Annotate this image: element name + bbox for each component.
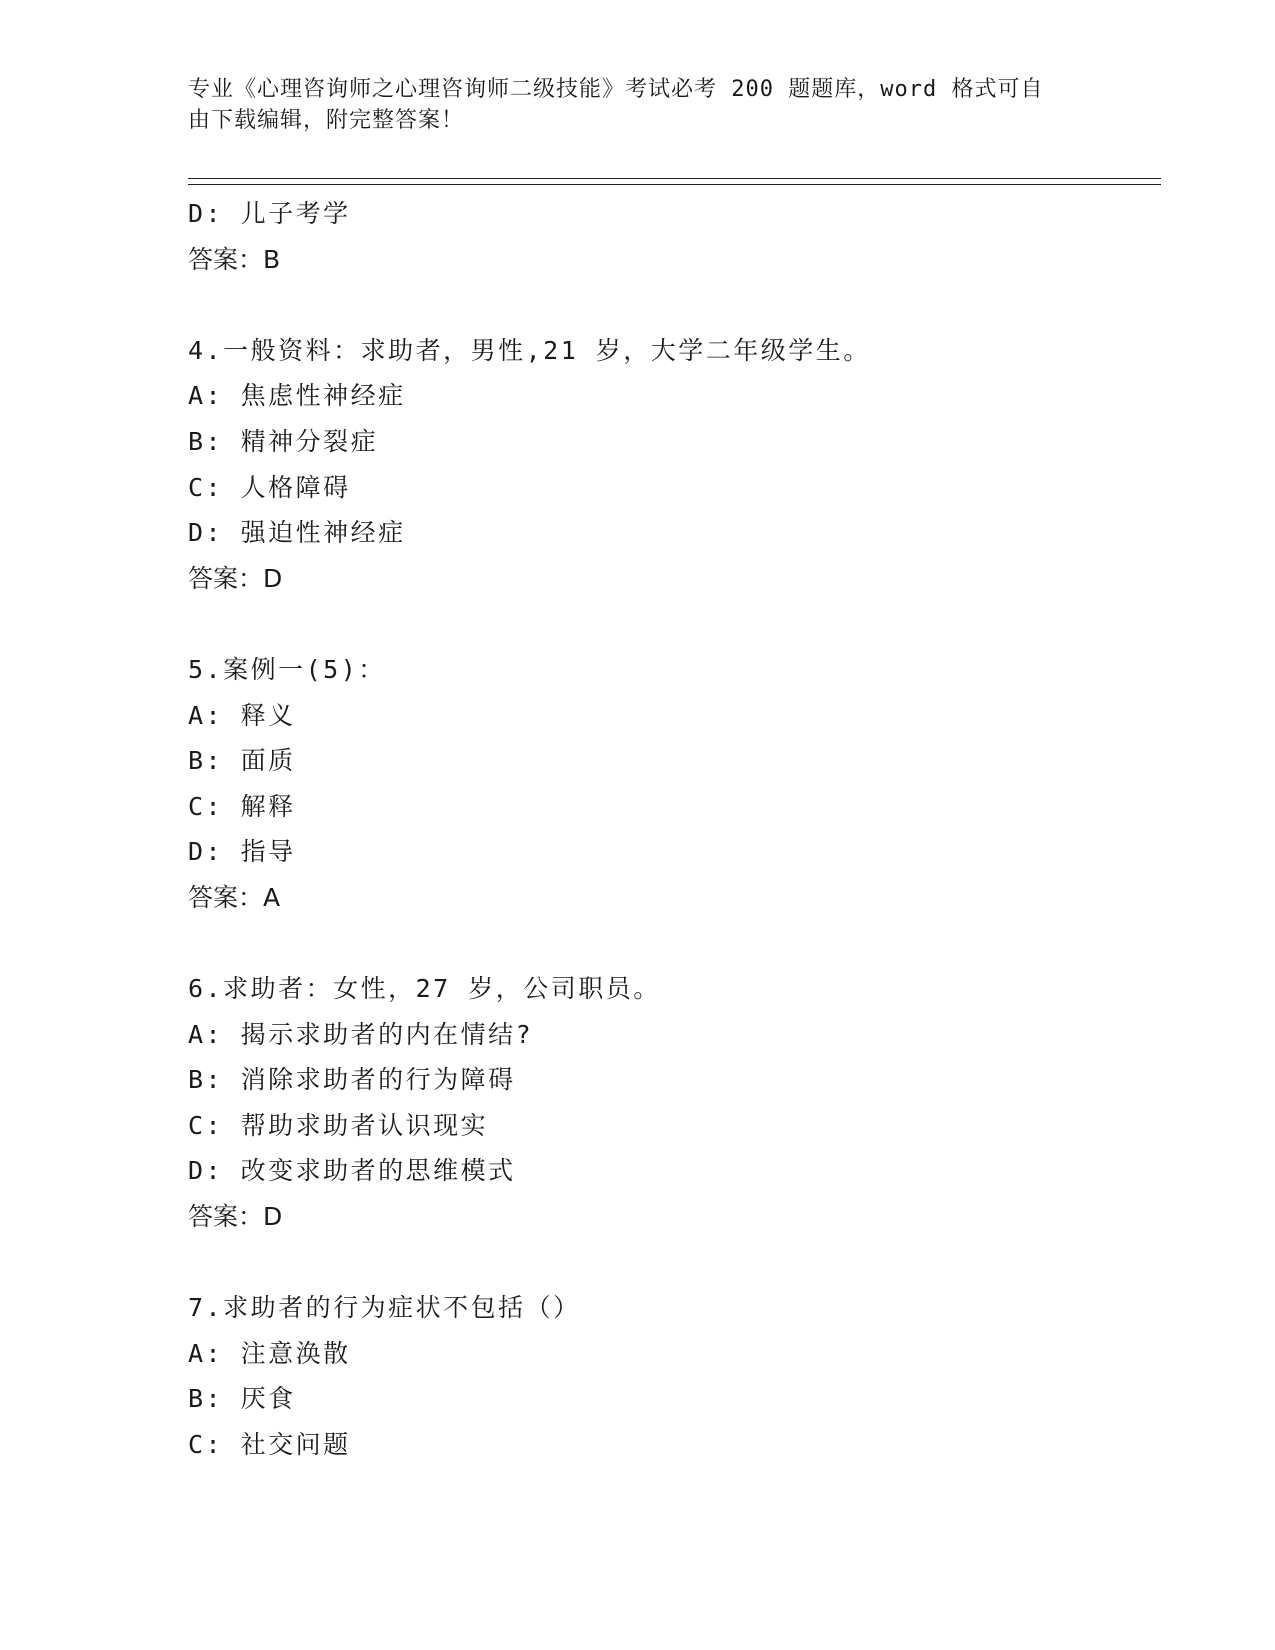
- option-d: D: 强迫性神经症: [188, 518, 406, 548]
- question-block: [188, 647, 1148, 921]
- answer-line: 答案：D: [188, 563, 283, 593]
- header-line-1: 专业《心理咨询师之心理咨询师二级技能》考试必考 200 题题库，word 格式可自: [188, 77, 1044, 102]
- option-b: B: 厌食: [188, 1384, 296, 1414]
- option-d: D: 儿子考学: [188, 199, 351, 228]
- option-b: B: 面质: [188, 746, 296, 776]
- header-divider-bottom: [188, 184, 1161, 185]
- option-a: A: 焦虑性神经症: [188, 381, 406, 411]
- question-block: [188, 328, 1148, 602]
- option-c: C: 解释: [188, 791, 296, 821]
- question-list: [188, 191, 1148, 1468]
- question-block: [188, 966, 1148, 1240]
- question-stem: 7.求助者的行为症状不包括（）: [188, 1293, 581, 1323]
- option-d: D: 改变求助者的思维模式: [188, 1156, 516, 1186]
- option-b: B: 精神分裂症: [188, 426, 379, 456]
- question-stem: 6.求助者：女性，27 岁，公司职员。: [188, 974, 661, 1004]
- option-a: A: 注意涣散: [188, 1338, 351, 1368]
- option-a: A: 释义: [188, 700, 296, 730]
- option-b: B: 消除求助者的行为障碍: [188, 1065, 516, 1095]
- document-header: [188, 74, 1068, 136]
- question-block: [188, 1285, 1148, 1467]
- option-c: C: 帮助求助者认识现实: [188, 1110, 489, 1140]
- answer-line: 答案：A: [188, 882, 281, 912]
- question-stem: 4.一般资料：求助者，男性,21 岁，大学二年级学生。: [188, 335, 871, 365]
- option-d: D: 指导: [188, 837, 296, 867]
- option-a: A: 揭示求助者的内在情结?: [188, 1019, 534, 1049]
- answer-line: 答案：B: [188, 244, 281, 274]
- question-stem: 5.案例一(5)：: [188, 654, 386, 684]
- option-c: C: 人格障碍: [188, 472, 351, 502]
- option-c: C: 社交问题: [188, 1430, 351, 1460]
- header-divider-top: [188, 178, 1161, 179]
- answer-line: 答案：D: [188, 1202, 283, 1232]
- header-line-2: 由下载编辑，附完整答案！: [188, 108, 465, 133]
